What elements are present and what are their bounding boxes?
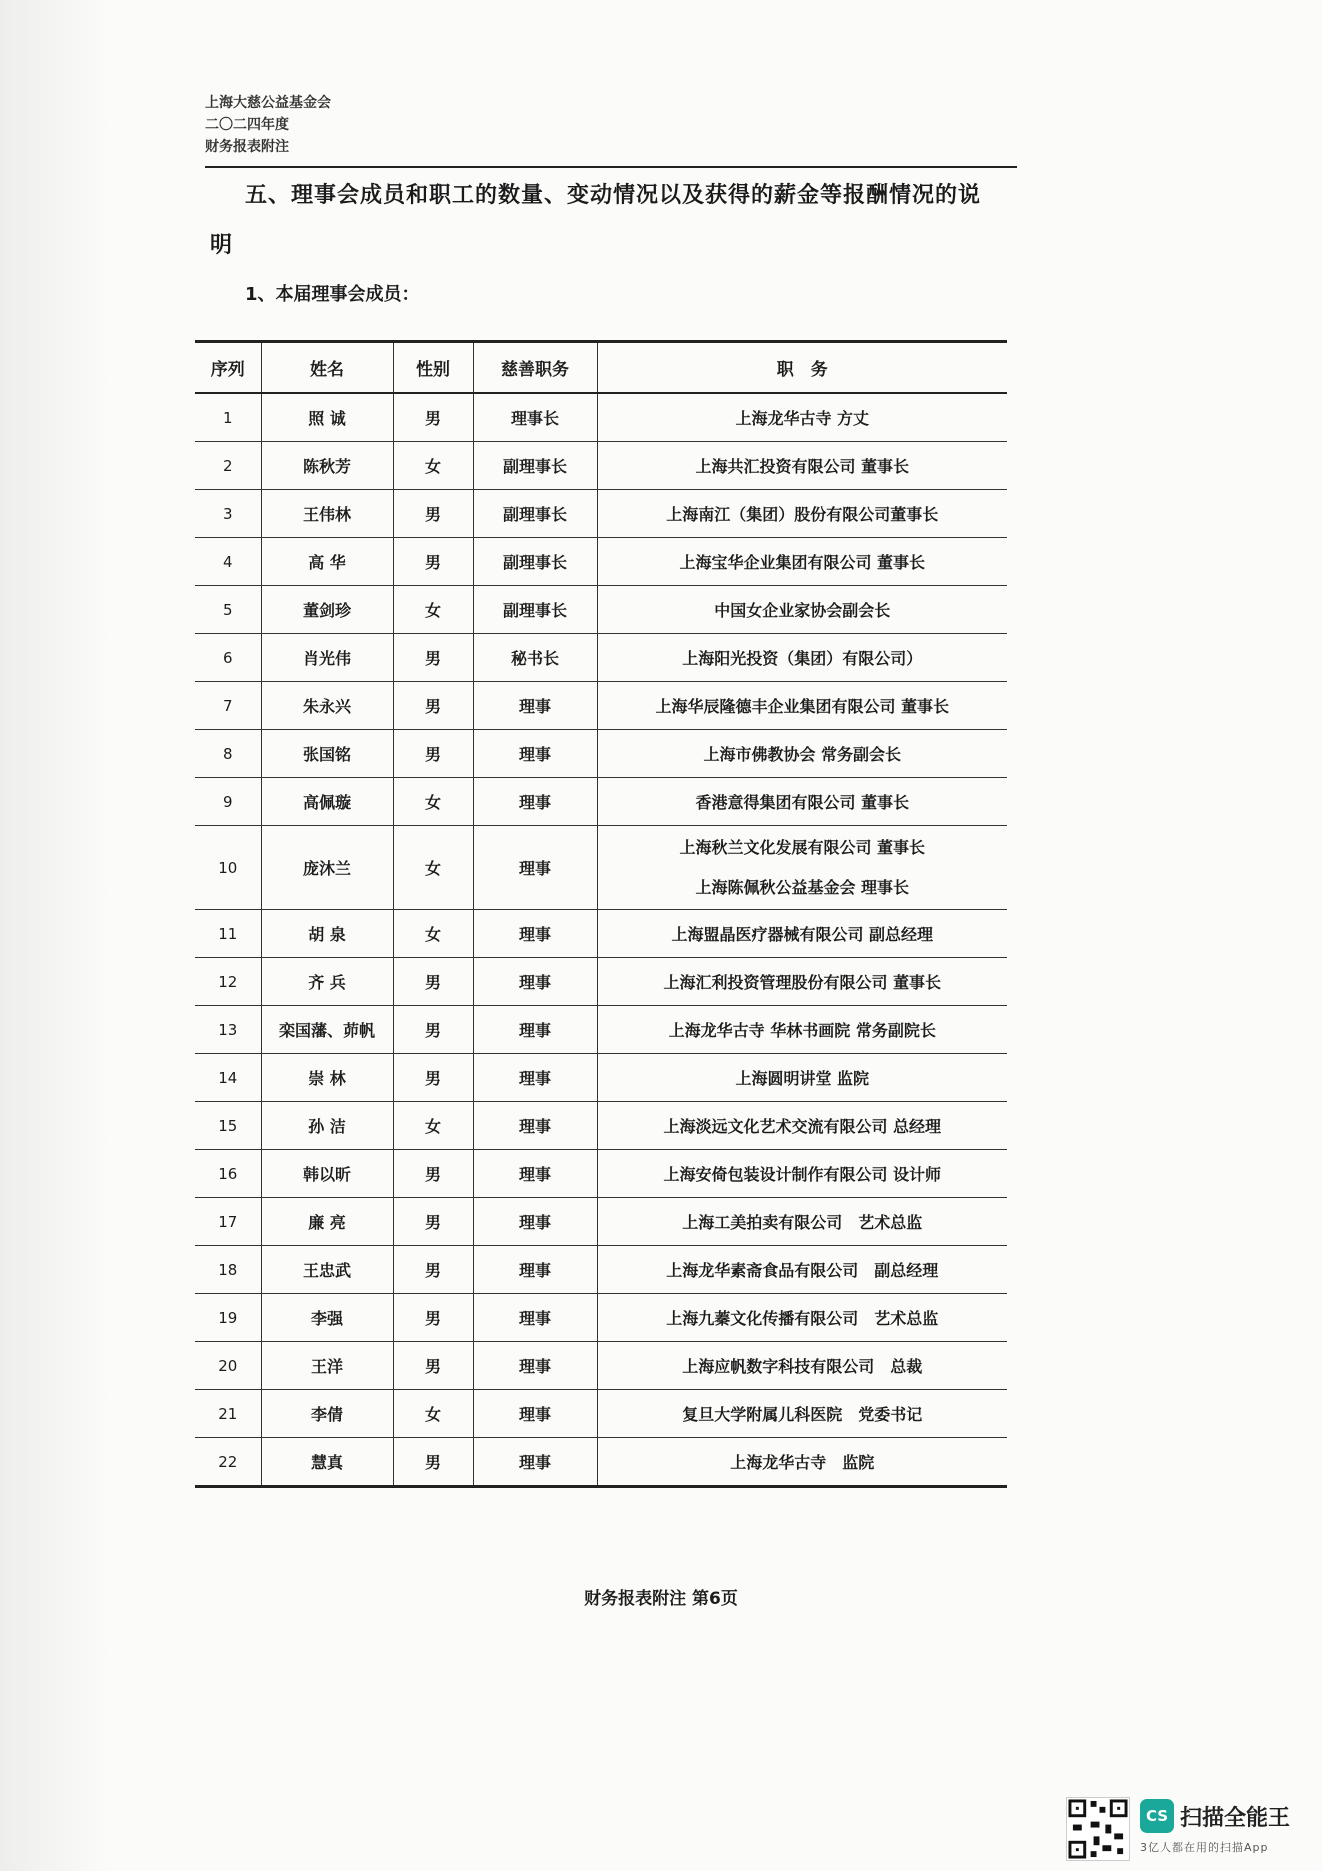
position-line: 上海龙华素斋食品有限公司 副总经理 [666, 1261, 939, 1280]
sub-title: 1、本届理事会成员： [245, 284, 420, 305]
table-row [195, 1150, 1007, 1198]
cell-position [597, 1198, 1007, 1246]
cell-gender: 男 [393, 538, 473, 586]
cell-role: 理事 [473, 910, 597, 958]
cell-no: 17 [195, 1198, 261, 1246]
cell-gender: 女 [393, 826, 473, 910]
table-row [195, 442, 1007, 490]
cell-role: 理事 [473, 958, 597, 1006]
cell-position [597, 1390, 1007, 1438]
table-body [195, 393, 1007, 1487]
cell-gender: 男 [393, 1438, 473, 1487]
cell-name: 韩以昕 [261, 1150, 393, 1198]
column-header-position: 职 务 [597, 342, 1007, 394]
cell-no: 12 [195, 958, 261, 1006]
table-row [195, 826, 1007, 910]
cell-position [597, 1102, 1007, 1150]
cell-role: 理事 [473, 1150, 597, 1198]
cell-name: 照 诚 [261, 393, 393, 442]
cell-role: 理事 [473, 1390, 597, 1438]
position-line: 上海陈佩秋公益基金会 理事长 [695, 877, 910, 897]
position-line: 上海工美拍卖有限公司 艺术总监 [682, 1213, 923, 1232]
cell-position [597, 634, 1007, 682]
cell-name: 齐 兵 [261, 958, 393, 1006]
cell-name: 慧真 [261, 1438, 393, 1487]
cell-name: 王伟林 [261, 490, 393, 538]
cell-gender: 女 [393, 910, 473, 958]
table-header-row [195, 342, 1007, 394]
cell-role: 副理事长 [473, 490, 597, 538]
cell-position [597, 442, 1007, 490]
cell-role: 理事 [473, 1246, 597, 1294]
position-line: 香港意得集团有限公司 董事长 [695, 793, 910, 812]
cell-name: 王忠武 [261, 1246, 393, 1294]
cell-position [597, 1438, 1007, 1487]
position-line: 上海盟晶医疗器械有限公司 副总经理 [671, 925, 934, 944]
cell-name: 李倩 [261, 1390, 393, 1438]
cell-gender: 男 [393, 490, 473, 538]
cell-no: 20 [195, 1342, 261, 1390]
position-line: 上海龙华古寺 华林书画院 常务副院长 [668, 1021, 936, 1040]
cell-no: 4 [195, 538, 261, 586]
position-line: 上海龙华古寺 监院 [730, 1453, 875, 1472]
cell-gender: 男 [393, 1246, 473, 1294]
position-line: 复旦大学附属儿科医院 党委书记 [682, 1405, 923, 1424]
position-line: 上海汇利投资管理股份有限公司 董事长 [663, 973, 942, 992]
cell-name: 陈秋芳 [261, 442, 393, 490]
cell-role: 理事 [473, 1102, 597, 1150]
cell-role: 理事 [473, 778, 597, 826]
cell-role: 秘书长 [473, 634, 597, 682]
cell-no: 18 [195, 1246, 261, 1294]
table-row [195, 1438, 1007, 1487]
position-line: 上海淡远文化艺术交流有限公司 总经理 [663, 1117, 942, 1136]
position-line: 上海安倚包装设计制作有限公司 设计师 [663, 1165, 942, 1184]
cell-gender: 男 [393, 1150, 473, 1198]
cell-no: 21 [195, 1390, 261, 1438]
cell-no: 5 [195, 586, 261, 634]
scanner-slogan: 3亿人都在用的扫描App [1140, 1841, 1269, 1854]
cell-role: 理事 [473, 730, 597, 778]
camscanner-logo: CS [1140, 1799, 1174, 1833]
cell-name: 董剑珍 [261, 586, 393, 634]
qr-code-icon [1066, 1797, 1130, 1861]
header-doc: 财务报表附注 [205, 139, 289, 155]
page-footer: 财务报表附注 第6页 [584, 1589, 738, 1609]
table-row [195, 393, 1007, 442]
cell-no: 22 [195, 1438, 261, 1487]
table-row [195, 1390, 1007, 1438]
cell-name: 李强 [261, 1294, 393, 1342]
cell-role: 理事 [473, 1294, 597, 1342]
cell-position [597, 1150, 1007, 1198]
cell-no: 19 [195, 1294, 261, 1342]
table-row [195, 910, 1007, 958]
cell-position [597, 538, 1007, 586]
header-year: 二〇二四年度 [205, 117, 289, 133]
table-row [195, 1054, 1007, 1102]
cell-role: 理事长 [473, 393, 597, 442]
cell-no: 16 [195, 1150, 261, 1198]
cell-position [597, 958, 1007, 1006]
cell-position [597, 1294, 1007, 1342]
cell-name: 栾国藩、茆帆 [261, 1006, 393, 1054]
cell-gender: 男 [393, 1342, 473, 1390]
position-line: 上海应帆数字科技有限公司 总裁 [682, 1357, 923, 1376]
table-row [195, 538, 1007, 586]
cell-position [597, 586, 1007, 634]
cell-gender: 男 [393, 1006, 473, 1054]
cell-no: 9 [195, 778, 261, 826]
table-row [195, 634, 1007, 682]
cell-position [597, 1054, 1007, 1102]
scanner-watermark [1066, 1797, 1306, 1861]
cell-position [597, 490, 1007, 538]
table-row [195, 490, 1007, 538]
cell-no: 2 [195, 442, 261, 490]
cell-no: 13 [195, 1006, 261, 1054]
position-line: 上海阳光投资（集团）有限公司） [682, 649, 923, 668]
cell-role: 理事 [473, 1342, 597, 1390]
cell-name: 崇 林 [261, 1054, 393, 1102]
document-header [205, 92, 331, 158]
cell-role: 理事 [473, 1054, 597, 1102]
column-header-gender: 性别 [393, 342, 473, 394]
position-line: 上海共汇投资有限公司 董事长 [695, 457, 910, 476]
cell-position [597, 682, 1007, 730]
cell-role: 副理事长 [473, 538, 597, 586]
position-line: 上海圆明讲堂 监院 [735, 1069, 870, 1088]
cell-gender: 男 [393, 634, 473, 682]
cell-gender: 男 [393, 1198, 473, 1246]
cell-no: 8 [195, 730, 261, 778]
cell-name: 肖光伟 [261, 634, 393, 682]
cell-gender: 男 [393, 1054, 473, 1102]
cell-position [597, 393, 1007, 442]
cell-no: 6 [195, 634, 261, 682]
cell-gender: 女 [393, 1390, 473, 1438]
cell-name: 孙 洁 [261, 1102, 393, 1150]
cell-role: 副理事长 [473, 442, 597, 490]
position-line: 上海南江（集团）股份有限公司董事长 [666, 505, 939, 524]
cell-name: 庞沐兰 [261, 826, 393, 910]
header-org: 上海大慈公益基金会 [205, 95, 331, 111]
position-line: 中国女企业家协会副会长 [714, 601, 891, 620]
cell-role: 理事 [473, 1198, 597, 1246]
cell-name: 朱永兴 [261, 682, 393, 730]
section-title-continued: 明 [210, 233, 233, 258]
table-row [195, 1294, 1007, 1342]
cell-name: 廉 亮 [261, 1198, 393, 1246]
cell-gender: 男 [393, 958, 473, 1006]
cell-name: 胡 泉 [261, 910, 393, 958]
table-row [195, 778, 1007, 826]
position-line: 上海宝华企业集团有限公司 董事长 [679, 553, 926, 572]
position-line: 上海市佛教协会 常务副会长 [703, 745, 902, 764]
cell-no: 10 [195, 826, 261, 910]
table-row [195, 1006, 1007, 1054]
cell-position [597, 826, 1007, 910]
table-row [195, 730, 1007, 778]
cell-no: 1 [195, 393, 261, 442]
cell-gender: 男 [393, 393, 473, 442]
table-row [195, 682, 1007, 730]
cell-gender: 女 [393, 778, 473, 826]
cell-gender: 男 [393, 682, 473, 730]
cell-gender: 女 [393, 442, 473, 490]
column-header-name: 姓名 [261, 342, 393, 394]
cell-position [597, 730, 1007, 778]
table-row [195, 958, 1007, 1006]
cell-role: 理事 [473, 1006, 597, 1054]
column-header-no: 序列 [195, 342, 261, 394]
cell-gender: 女 [393, 1102, 473, 1150]
position-line: 上海龙华古寺 方丈 [735, 409, 870, 428]
cell-gender: 女 [393, 586, 473, 634]
table-row [195, 1246, 1007, 1294]
cell-name: 张国铭 [261, 730, 393, 778]
cell-role: 理事 [473, 682, 597, 730]
position-line: 上海秋兰文化发展有限公司 董事长 [679, 837, 926, 857]
table-row [195, 1342, 1007, 1390]
position-line: 上海华辰隆德丰企业集团有限公司 董事长 [655, 697, 950, 716]
cell-gender: 男 [393, 730, 473, 778]
cell-role: 副理事长 [473, 586, 597, 634]
section-title: 五、理事会成员和职工的数量、变动情况以及获得的薪金等报酬情况的说 [245, 183, 982, 208]
cell-position [597, 910, 1007, 958]
cell-name: 王洋 [261, 1342, 393, 1390]
board-members-table [195, 340, 1007, 1488]
cell-name: 高佩璇 [261, 778, 393, 826]
cell-position [597, 1342, 1007, 1390]
cell-no: 3 [195, 490, 261, 538]
cell-no: 7 [195, 682, 261, 730]
header-divider [205, 166, 1017, 168]
table-row [195, 586, 1007, 634]
cell-no: 14 [195, 1054, 261, 1102]
cell-role: 理事 [473, 1438, 597, 1487]
table-row [195, 1102, 1007, 1150]
table-row [195, 1198, 1007, 1246]
cell-position [597, 1246, 1007, 1294]
cell-position [597, 778, 1007, 826]
cell-gender: 男 [393, 1294, 473, 1342]
cell-role: 理事 [473, 826, 597, 910]
column-header-role: 慈善职务 [473, 342, 597, 394]
cell-no: 15 [195, 1102, 261, 1150]
cell-name: 高 华 [261, 538, 393, 586]
position-line: 上海九蓁文化传播有限公司 艺术总监 [666, 1309, 939, 1328]
cell-position [597, 1006, 1007, 1054]
scanner-app-name: 扫描全能王 [1180, 1806, 1291, 1831]
cell-no: 11 [195, 910, 261, 958]
